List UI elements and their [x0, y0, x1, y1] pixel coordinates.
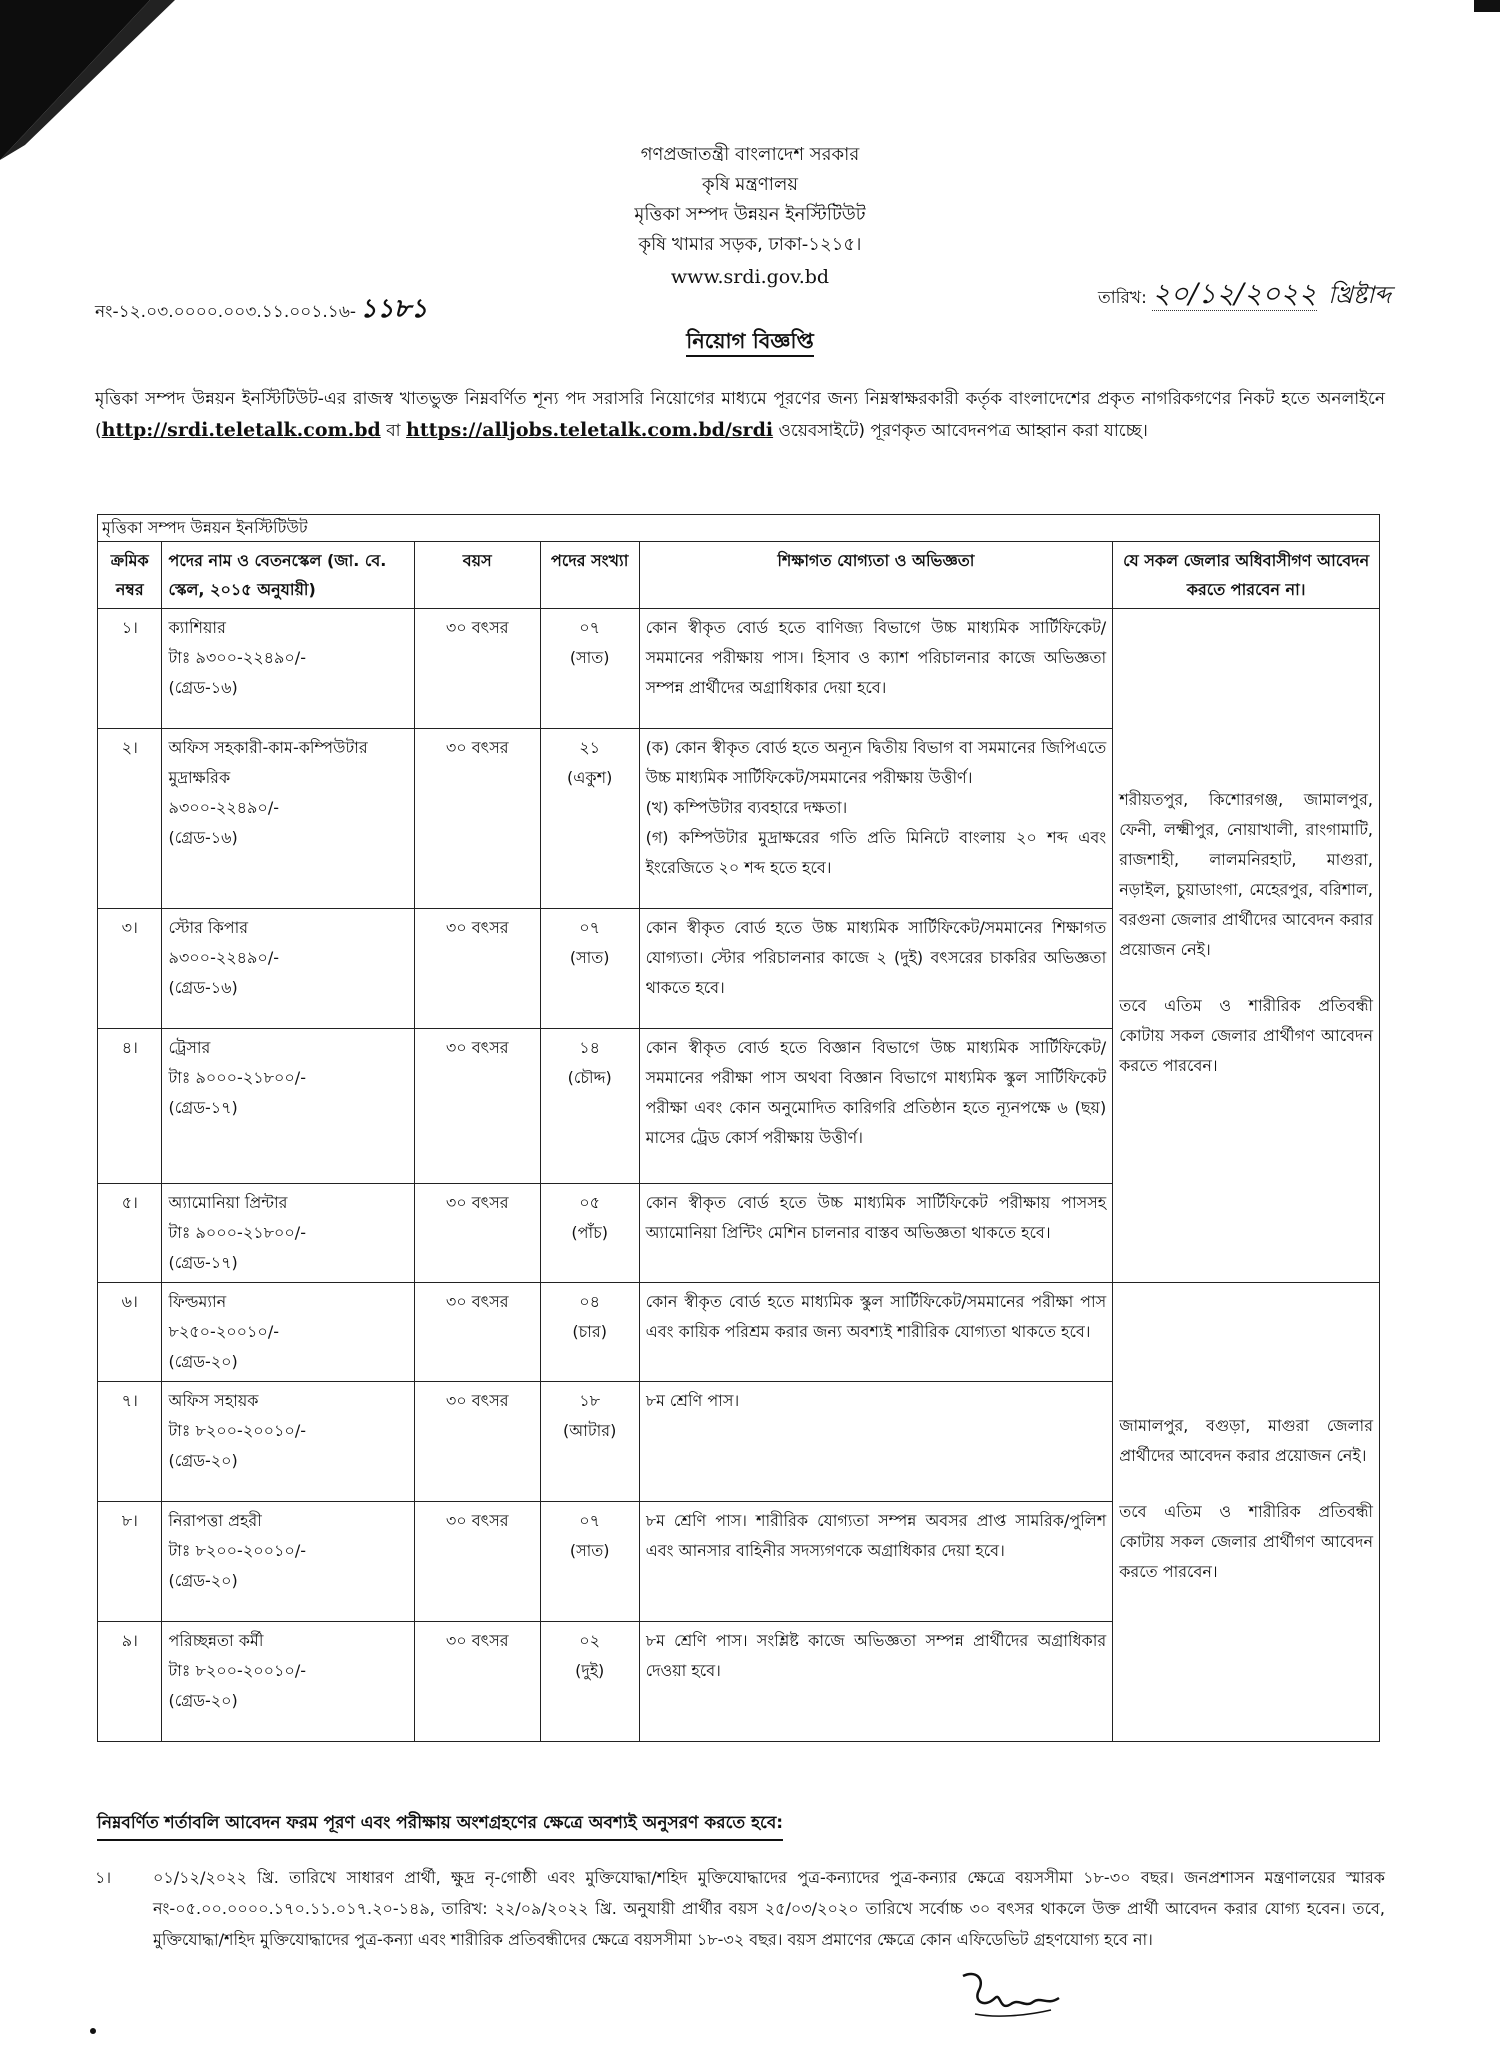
post-count: ২১: [579, 738, 601, 757]
post-post: নিরাপত্তা প্রহরী: [168, 1511, 262, 1530]
row-exclusion: [1113, 609, 1380, 1283]
row-serial: ৭।: [98, 1382, 162, 1502]
letterhead: [0, 140, 1500, 292]
post-grade: (গ্রেড-২০): [168, 1451, 238, 1470]
row-age: ৩০ বৎসর: [414, 1283, 540, 1382]
row-serial: ৫।: [98, 1184, 162, 1283]
post-count-words: (চার): [572, 1322, 607, 1341]
govt-name: গণপ্রজাতন্ত্রী বাংলাদেশ সরকার: [640, 144, 860, 165]
row-count: [540, 1029, 639, 1184]
post-count-words: (সাত): [569, 1541, 610, 1560]
post-count-words: (চৌদ্দ): [567, 1068, 612, 1087]
post-pay: ৯৩০০-২২৪৯০/-: [168, 798, 279, 817]
post-count: ০৫: [579, 1193, 601, 1212]
row-exclusion: [1113, 1283, 1380, 1742]
intro-paragraph: মৃত্তিকা সম্পদ উন্নয়ন ইনস্টিটিউট-এর রাজস্ব খাতভুক্ত নিম্নবর্ণিত শূন্য পদ সরাসরি নিয়োগের মাধ্যমে পূরণের জন্য নিম্নস্বাক্ষরকারী কর্তৃক বাংলাদেশের প্রকৃত নাগরিকগণের নিকট হতে অনলাইনে (http://srdi.teletalk.com.bd বা https://alljobs.teletalk.com.bd/srdi ওয়েবসাইটে) পূরণকৃত আবেদনপত্র আহ্বান করা যাচ্ছে।: [95, 389, 1385, 441]
post-count-words: (সাত): [569, 948, 610, 967]
ministry-name: কৃষি মন্ত্রণালয়: [701, 174, 798, 195]
row-qualification: [639, 1382, 1113, 1502]
row-serial: ১।: [98, 609, 162, 729]
post-count-words: (একুশ): [567, 768, 613, 787]
row-post: [162, 909, 414, 1029]
row-qualification: [639, 1622, 1113, 1742]
post-grade: (গ্রেড-১৭): [168, 1098, 238, 1117]
row-serial: ৪।: [98, 1029, 162, 1184]
post-grade: (গ্রেড-২০): [168, 1571, 238, 1590]
post-pay: টাঃ ৯৩০০-২২৪৯০/-: [168, 648, 306, 667]
table-row: [98, 1283, 1380, 1382]
row-age: ৩০ বৎসর: [414, 1029, 540, 1184]
table-row: [98, 609, 1380, 729]
row-age: ৩০ বৎসর: [414, 1184, 540, 1283]
qualification-line: ৮ম শ্রেণি পাস। শারীরিক যোগ্যতা সম্পন্ন অবসর প্রাপ্ত সামরিক/পুলিশ এবং আনসার বাহিনীর সদস্যগণকে অগ্রাধিকার দেয়া হবে।: [645, 1511, 1107, 1560]
row-count: [540, 1622, 639, 1742]
post-count: ১৪: [579, 1038, 601, 1057]
condition-item: [95, 1862, 1385, 1955]
qualification-line: ৮ম শ্রেণি পাস।: [645, 1391, 740, 1410]
row-post: [162, 1502, 414, 1622]
row-post: [162, 1283, 414, 1382]
post-post: পরিচ্ছন্নতা কর্মী: [168, 1631, 264, 1650]
post-post: ক্যাশিয়ার: [168, 618, 226, 637]
row-qualification: [639, 1184, 1113, 1283]
institute-website: www.srdi.gov.bd: [670, 266, 830, 288]
row-count: [540, 909, 639, 1029]
memo-number: নং-১২.০৩.০০০০.০০৩.১১.০০১.১৬-: [95, 302, 357, 322]
row-post: [162, 1029, 414, 1184]
post-pay: টাঃ ৮২০০-২০০১০/-: [168, 1661, 306, 1680]
row-post: [162, 1382, 414, 1502]
post-count: ০৭: [579, 1511, 601, 1530]
post-pay: ৮২৫০-২০০১০/-: [168, 1322, 279, 1341]
post-grade: (গ্রেড-১৬): [168, 978, 238, 997]
row-qualification: [639, 1502, 1113, 1622]
post-count-words: (আটার): [563, 1421, 617, 1440]
post-grade: (গ্রেড-২০): [168, 1352, 238, 1371]
exclusion-p1: শরীয়তপুর, কিশোরগঞ্জ, জামালপুর, ফেনী, লক্ষ্মীপুর, নোয়াখালী, রাংগামাটি, রাজশাহী, লালমনিরহাট, মাগুরা, নড়াইল, চুয়াডাংগা, মেহেরপুর, বরিশাল, বরগুনা জেলার প্রার্থীদের আবেদন করার প্রয়োজন নেই।: [1119, 789, 1373, 959]
institute-address: কৃষি খামার সড়ক, ঢাকা-১২১৫।: [638, 234, 862, 255]
memo-date: [1098, 272, 1391, 319]
qualification-line: কোন স্বীকৃত বোর্ড হতে উচ্চ মাধ্যমিক সার্টিফিকেট/সমমানের শিক্ষাগত যোগ্যতা। স্টোর পরিচালনার কাজে ২ (দুই) বৎসরের চাকরির অভিজ্ঞতা থাকতে হবে।: [645, 918, 1107, 997]
row-serial: ৮।: [98, 1502, 162, 1622]
row-count: [540, 609, 639, 729]
post-pay: টাঃ ৮২০০-২০০১০/-: [168, 1541, 306, 1560]
memo-number-handwritten: ১১৮১: [360, 294, 428, 324]
post-pay: ৯৩০০-২২৪৯০/-: [168, 948, 279, 967]
header-count: পদের সংখ্যা: [540, 542, 639, 609]
table-org-label: মৃত্তিকা সম্পদ উন্নয়ন ইনস্টিটিউট: [98, 515, 1380, 542]
row-qualification: [639, 1283, 1113, 1382]
row-age: ৩০ বৎসর: [414, 909, 540, 1029]
post-count: ০২: [579, 1631, 601, 1650]
post-grade: (গ্রেড-২০): [168, 1691, 238, 1710]
notice-title: নিয়োগ বিজ্ঞপ্তি: [0, 325, 1500, 360]
qualification-line: কোন স্বীকৃত বোর্ড হতে বাণিজ্য বিভাগে উচ্চ মাধ্যমিক সার্টিফিকেট/ সমমানের পরীক্ষায় পাস। হিসাব ও ক্যাশ পরিচালনার কাজে অভিজ্ঞতা সম্পন্ন প্রার্থীদের অগ্রাধিকার দেয়া হবে।: [645, 618, 1107, 697]
row-age: ৩০ বৎসর: [414, 609, 540, 729]
row-post: [162, 609, 414, 729]
row-count: [540, 1382, 639, 1502]
post-grade: (গ্রেড-১৭): [168, 1253, 238, 1272]
row-count: [540, 1502, 639, 1622]
post-post: অফিস সহকারী-কাম-কম্পিউটার মুদ্রাক্ষরিক: [168, 738, 368, 787]
signature-image: [955, 1968, 1065, 2036]
post-post: অ্যামোনিয়া প্রিন্টার: [168, 1193, 288, 1212]
exclusion-p2: তবে এতিম ও শারীরিক প্রতিবন্ধী কোটায় সকল জেলার প্রার্থীগণ আবেদন করতে পারবেন।: [1119, 995, 1373, 1075]
post-count: ০৭: [579, 918, 601, 937]
post-count: ০৭: [579, 618, 601, 637]
table-header-row: [98, 542, 1380, 609]
exclusion-p2: তবে এতিম ও শারীরিক প্রতিবন্ধী কোটায় সকল জেলার প্রার্থীগণ আবেদন করতে পারবেন।: [1119, 1502, 1373, 1581]
date-label: তারিখ:: [1098, 288, 1147, 308]
qualification-line: ৮ম শ্রেণি পাস। সংশ্লিষ্ট কাজে অভিজ্ঞতা সম্পন্ন প্রার্থীদের অগ্রাধিকার দেওয়া হবে।: [645, 1631, 1107, 1680]
header-age: বয়স: [414, 542, 540, 609]
post-post: ফিল্ডম্যান: [168, 1292, 227, 1311]
row-serial: ২।: [98, 729, 162, 909]
row-serial: ৩।: [98, 909, 162, 1029]
apply-link-1[interactable]: http://srdi.teletalk.com.bd: [101, 419, 381, 441]
row-qualification: [639, 609, 1113, 729]
conditions-title: নিম্নবর্ণিত শর্তাবলি আবেদন ফরম পূরণ এবং পরীক্ষায় অংশগ্রহণের ক্ষেত্রে অবশ্যই অনুসরণ করতে হবে:: [97, 1810, 783, 1841]
post-pay: টাঃ ৯০০০-২১৮০০/-: [168, 1068, 306, 1087]
apply-link-2[interactable]: https://alljobs.teletalk.com.bd/srdi: [406, 419, 774, 441]
row-age: ৩০ বৎসর: [414, 1622, 540, 1742]
vacancy-table: [97, 514, 1380, 1742]
row-post: [162, 1622, 414, 1742]
post-pay: টাঃ ৮২০০-২০০১০/-: [168, 1421, 306, 1440]
exclusion-p1: জামালপুর, বগুড়া, মাগুরা জেলার প্রার্থীদের আবেদন করার প্রয়োজন নেই।: [1119, 1416, 1373, 1465]
post-count-words: (পাঁচ): [571, 1223, 608, 1242]
row-age: ৩০ বৎসর: [414, 729, 540, 909]
row-qualification: [639, 729, 1113, 909]
post-post: ট্রেসার: [168, 1038, 211, 1057]
qualification-line: (খ) কম্পিউটার ব্যবহারে দক্ষতা।: [645, 798, 848, 817]
row-serial: ৬।: [98, 1283, 162, 1382]
post-count-words: (দুই): [575, 1661, 605, 1680]
qualification-line: কোন স্বীকৃত বোর্ড হতে মাধ্যমিক স্কুল সার্টিফিকেট/সমমানের পরীক্ষা পাস এবং কায়িক পরিশ্রম করার জন্য অবশ্যই শারীরিক যোগ্যতা থাকতে হবে।: [645, 1292, 1107, 1341]
post-grade: (গ্রেড-১৬): [168, 678, 238, 697]
header-post: পদের নাম ও বেতনস্কেল (জা. বে. স্কেল, ২০১৫ অনুযায়ী): [162, 542, 414, 609]
post-count: ০৪: [579, 1292, 601, 1311]
qualification-line: (ক) কোন স্বীকৃত বোর্ড হতে অন্যূন দ্বিতীয় বিভাগ বা সমমানের জিপিএতে উচ্চ মাধ্যমিক সার্টিফিকেট/সমমানের পরীক্ষায় উত্তীর্ণ।: [645, 738, 1107, 787]
post-count-words: (সাত): [569, 648, 610, 667]
qualification-line: (গ) কম্পিউটার মুদ্রাক্ষরের গতি প্রতি মিনিটে বাংলায় ২০ শব্দ এবং ইংরেজিতে ২০ শব্দ হতে হবে।: [645, 828, 1107, 877]
post-grade: (গ্রেড-১৬): [168, 828, 238, 847]
condition-text: ০১/১২/২০২২ খ্রি. তারিখে সাধারণ প্রার্থী, ক্ষুদ্র নৃ-গোষ্ঠী এবং মুক্তিযোদ্ধা/শহিদ মুক্তিযোদ্ধাদের পুত্র-কন্যাদের পুত্র-কন্যার ক্ষেত্রে বয়সসীমা ১৮-৩০ বছর। জনপ্রশাসন মন্ত্রণালয়ের স্মারক নং-০৫.০০.০০০০.১৭০.১১.০১৭.২০-১৪৯, তারিখ: ২২/০৯/২০২২ খ্রি. অনুযায়ী প্রার্থীর বয়স ২৫/০৩/২০২০ তারিখে সর্বোচ্চ ৩০ বৎসর থাকলে উক্ত প্রার্থী আবেদন করার যোগ্য হবেন। তবে, মুক্তিযোদ্ধা/শহিদ মুক্তিযোদ্ধাদের পুত্র-কন্যা এবং শারীরিক প্রতিবন্ধীদের ক্ষেত্রে বয়সসীমা ১৮-৩২ বছর। বয়স প্রমাণের ক্ষেত্রে কোন এফিডেভিট গ্রহণযোগ্য হবে না।: [153, 1868, 1385, 1949]
header-exclusion: যে সকল জেলার অধিবাসীগণ আবেদন করতে পারবেন না।: [1113, 542, 1380, 609]
row-age: ৩০ বৎসর: [414, 1502, 540, 1622]
row-age: ৩০ বৎসর: [414, 1382, 540, 1502]
row-qualification: [639, 1029, 1113, 1184]
header-qualification: শিক্ষাগত যোগ্যতা ও অভিজ্ঞতা: [639, 542, 1113, 609]
qualification-line: কোন স্বীকৃত বোর্ড হতে বিজ্ঞান বিভাগে উচ্চ মাধ্যমিক সার্টিফিকেট/সমমানের পরীক্ষা পাস অথবা বিজ্ঞান বিভাগে মাধ্যমিক স্কুল সার্টিফিকেট পরীক্ষা এবং কোন অনুমোদিত কারিগরি প্রতিষ্ঠান হতে ন্যূনপক্ষে ৬ (ছয়) মাসের ট্রেড কোর্স পরীক্ষায় উত্তীর্ণ।: [645, 1038, 1107, 1147]
date-suffix: খ্রিষ্টাব্দ: [1328, 281, 1392, 309]
post-pay: টাঃ ৯০০০-২১৮০০/-: [168, 1223, 306, 1242]
row-serial: ৯।: [98, 1622, 162, 1742]
row-qualification: [639, 909, 1113, 1029]
row-post: [162, 1184, 414, 1283]
scan-edge-mark: [1474, 0, 1500, 12]
post-count: ১৮: [579, 1391, 601, 1410]
row-post: [162, 729, 414, 909]
institute-name: মৃত্তিকা সম্পদ উন্নয়ন ইনস্টিটিউট: [634, 204, 866, 225]
row-count: [540, 1283, 639, 1382]
condition-number: ১।: [95, 1868, 112, 1887]
scan-dot: [90, 2028, 96, 2034]
row-count: [540, 729, 639, 909]
header-serial: ক্রমিক নম্বর: [98, 542, 162, 609]
post-post: স্টোর কিপার: [168, 918, 249, 937]
date-handwritten: ২০/১২/২০২২: [1152, 277, 1317, 310]
post-post: অফিস সহায়ক: [168, 1391, 259, 1410]
qualification-line: কোন স্বীকৃত বোর্ড হতে উচ্চ মাধ্যমিক সার্টিফিকেট পরীক্ষায় পাসসহ অ্যামোনিয়া প্রিন্টিং মেশিন চালনার বাস্তব অভিজ্ঞতা থাকতে হবে।: [645, 1193, 1107, 1242]
row-count: [540, 1184, 639, 1283]
